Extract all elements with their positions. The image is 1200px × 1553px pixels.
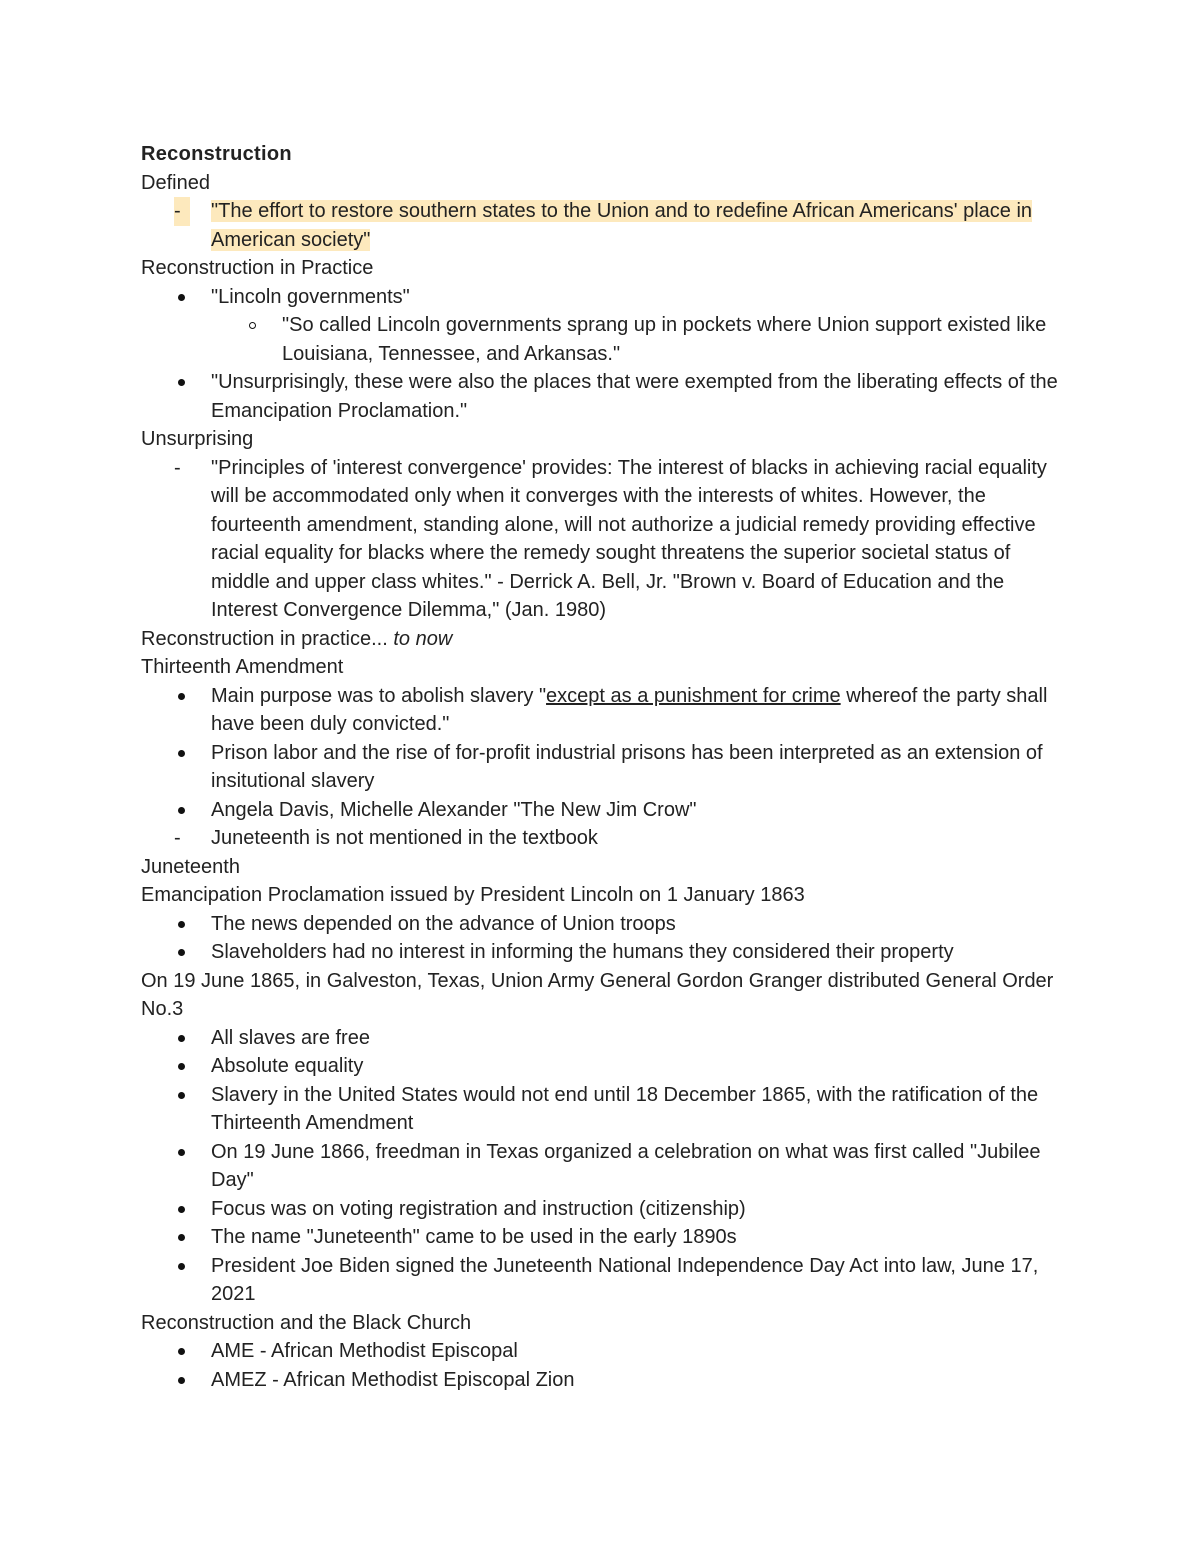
bullet-icon: [174, 1252, 204, 1281]
list-item: [141, 283, 1071, 312]
list-item: [141, 739, 1071, 796]
list-item: [141, 454, 1071, 625]
bullet-icon: [174, 739, 204, 768]
list-item-text: Angela Davis, Michelle Alexander "The New Jim Crow": [211, 798, 697, 821]
list-item: [141, 1252, 1071, 1309]
bullet-icon: [174, 1223, 204, 1252]
highlighted-quote: "The effort to restore southern states to the Union and to redefine African Americans' place in American society": [211, 200, 1033, 251]
list-item-text: The name "Juneteenth" came to be used in the early 1890s: [211, 1226, 737, 1248]
list-item: [141, 1052, 1071, 1081]
list-item: [141, 938, 1071, 967]
paragraph: On 19 June 1865, in Galveston, Texas, Union Army General Gordon Granger distributed General Order No.3: [141, 969, 1054, 1020]
dash-marker: -: [174, 827, 181, 849]
list-item-text: Juneteenth is not mentioned in the textbook: [211, 827, 598, 849]
hollow-bullet-icon: [245, 311, 275, 340]
list-item: [141, 1195, 1071, 1224]
dash-marker: -: [174, 456, 181, 479]
list-item-text: Prison labor and the rise of for-profit industrial prisons has been interpreted as an extension of insitutional slavery: [211, 741, 1043, 792]
heading-unsurprising: Unsurprising: [141, 428, 254, 450]
list-item-text: Slavery in the United States would not end until 18 December 1865, with the ratification of the Thirteenth Amendment: [211, 1083, 1039, 1134]
paragraph: Emancipation Proclamation issued by President Lincoln on 1 January 1863: [141, 884, 805, 906]
list-item-text: Main purpose was to abolish slavery "except as a punishment for crime whereof the party shall have been duly convicted.": [211, 684, 1048, 735]
list-item: [141, 1024, 1071, 1053]
list-item-text: On 19 June 1866, freedman in Texas organized a celebration on what was first called "Jubilee Day": [211, 1140, 1041, 1191]
heading-black-church: Reconstruction and the Black Church: [141, 1311, 472, 1334]
document-body: [141, 140, 1071, 1394]
list-item: [141, 1337, 1071, 1366]
bullet-icon: [174, 1024, 204, 1053]
list-item: [141, 1081, 1071, 1138]
list-item-text: "Lincoln governments": [211, 285, 410, 308]
bullet-icon: [174, 283, 204, 312]
list-item: [141, 368, 1071, 425]
bullet-icon: [174, 1337, 204, 1366]
list-item-text: President Joe Biden signed the Juneteenth National Independence Day Act into law, June 17, 2021: [211, 1254, 1039, 1305]
list-item: [141, 1138, 1071, 1195]
list-item-text: "Principles of 'interest convergence' provides: The interest of blacks in achieving racial equality will be accommodated only when it converges with the interests of whites. However, the fourteenth amendment, standing alone, will not authorize a judicial remedy providing effective racial equality for blacks where the remedy sought threatens the superior societal status of middle and upper class whites." - Derrick A. Bell, Jr. "Brown v. Board of Education and the Interest Convergence Dilemma," (Jan. 1980): [211, 456, 1047, 621]
list-item-text: "So called Lincoln governments sprang up in pockets where Union support existed like Louisiana, Tennessee, and Arkansas.": [282, 314, 1047, 365]
bullet-icon: [174, 938, 204, 967]
list-item: [141, 824, 1071, 853]
list-item: [141, 796, 1071, 825]
heading-thirteenth-amendment: Thirteenth Amendment: [141, 656, 344, 678]
heading-reconstruction-in-practice: Reconstruction in Practice: [141, 257, 374, 279]
bullet-icon: [174, 368, 204, 397]
heading-juneteenth: Juneteenth: [141, 855, 240, 878]
list-item: [141, 197, 1071, 254]
list-item: [141, 910, 1071, 939]
list-item-text: Absolute equality: [211, 1055, 364, 1077]
bullet-icon: [174, 1081, 204, 1110]
list-item-text: Focus was on voting registration and instruction (citizenship): [211, 1197, 746, 1220]
dash-marker: -: [174, 197, 204, 226]
heading-defined: Defined: [141, 171, 210, 194]
heading-to-now: Reconstruction in practice... to now: [141, 627, 453, 650]
list-item-text: AME - African Methodist Episcopal: [211, 1340, 518, 1362]
list-item: [141, 1366, 1071, 1395]
list-item-text: "Unsurprisingly, these were also the places that were exempted from the liberating effects of the Emancipation Proclamation.": [211, 371, 1058, 422]
list-item-text: All slaves are free: [211, 1026, 370, 1049]
list-item-text: The news depended on the advance of Union troops: [211, 912, 676, 935]
list-item-text: AMEZ - African Methodist Episcopal Zion: [211, 1368, 575, 1391]
bullet-icon: [174, 1138, 204, 1167]
list-item: [141, 1223, 1071, 1252]
list-item-text: Slaveholders had no interest in informing the humans they considered their property: [211, 941, 954, 963]
bullet-icon: [174, 1366, 204, 1395]
list-item: [141, 311, 1071, 368]
bullet-icon: [174, 796, 204, 825]
list-item: [141, 682, 1071, 739]
underlined-text: except as a punishment for crime: [546, 684, 841, 707]
bullet-icon: [174, 1052, 204, 1081]
bullet-icon: [174, 1195, 204, 1224]
bullet-icon: [174, 682, 204, 711]
bullet-icon: [174, 910, 204, 939]
document-title: Reconstruction: [141, 143, 292, 165]
